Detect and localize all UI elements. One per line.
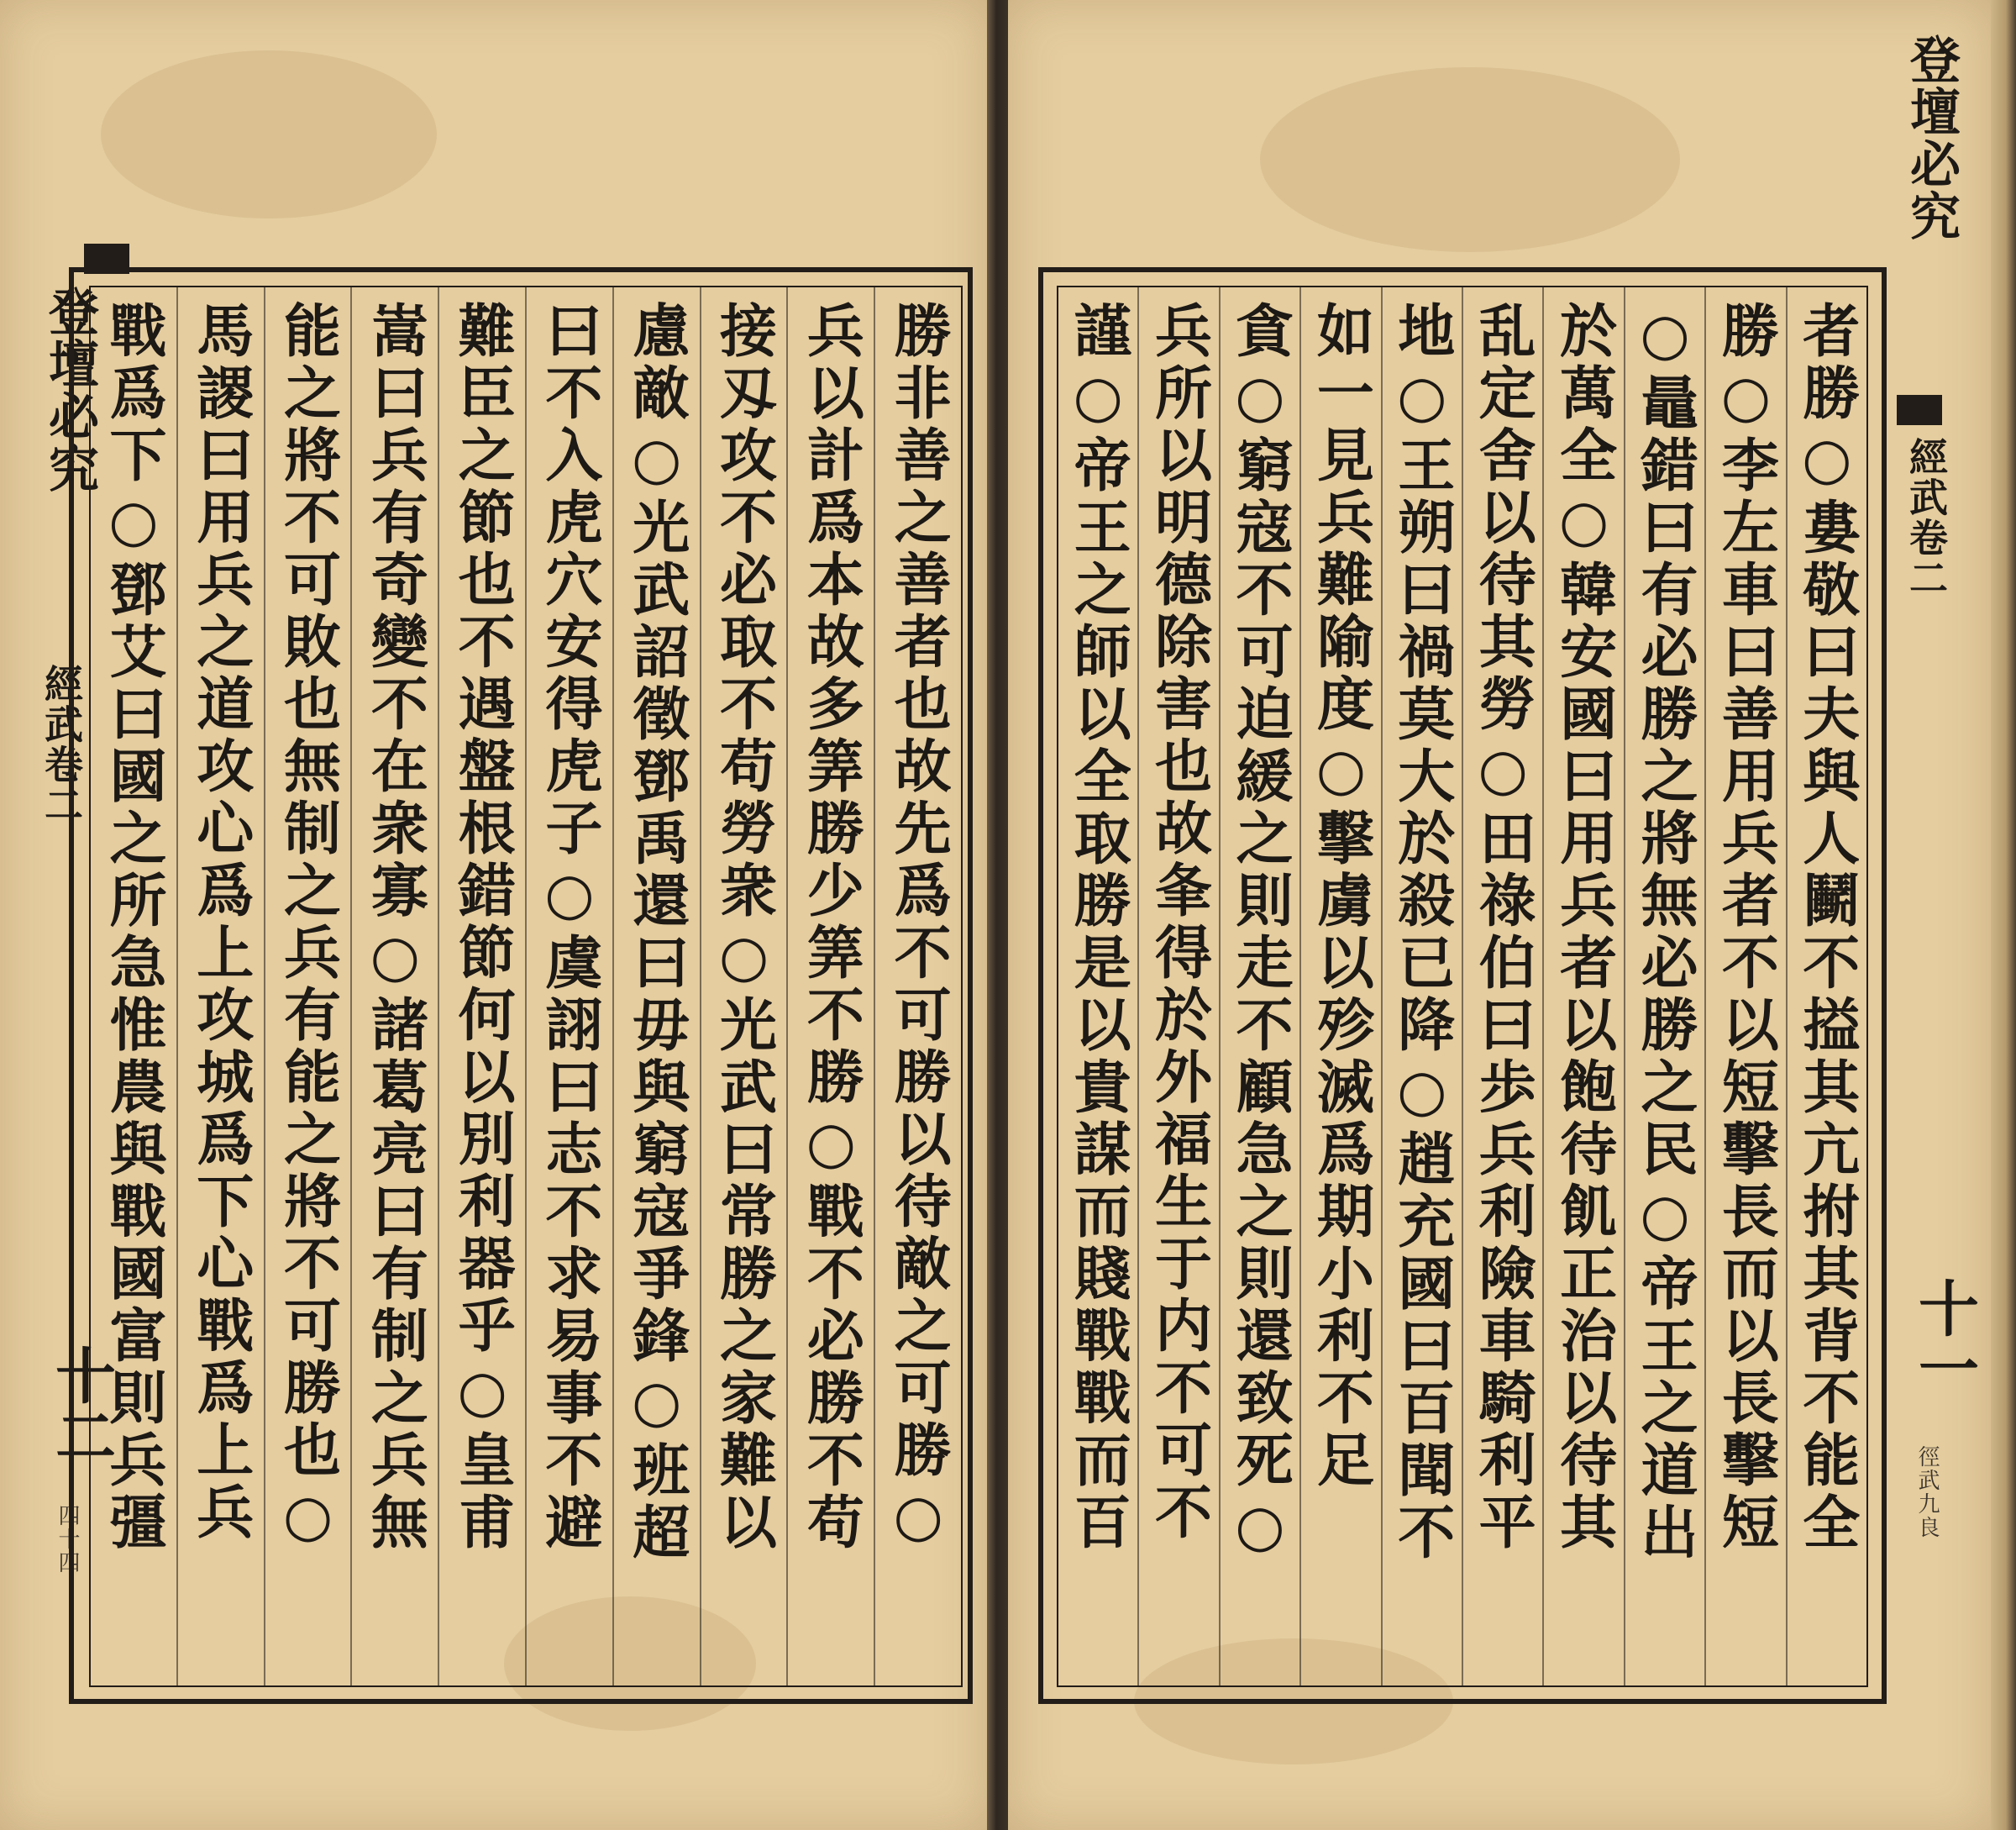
text-column: 地○王朔曰禍莫大於殺已降○趙充國曰百聞不 <box>1381 287 1462 1685</box>
right-page-number: 十一 <box>1908 1277 1980 1398</box>
left-page-number: 十二 <box>45 1344 117 1465</box>
right-margin-note: 徑武九良 <box>1914 1445 1940 1539</box>
text-column: 如一見兵難隃度○擊虜以殄滅爲期小利不足 <box>1299 287 1380 1685</box>
text-column: 勝非善之善者也故先爲不可勝以待敵之可勝○ <box>874 287 961 1685</box>
right-margin-section: 經武卷二 <box>1903 437 1949 598</box>
right-page <box>1008 0 1991 1830</box>
page-edge <box>1991 0 2016 1830</box>
text-column: 戰爲下○鄧艾曰國之所急惟農與戰國富則兵彊 <box>99 301 167 1554</box>
left-margin-section: 經武卷二 <box>39 664 84 825</box>
text-column: 乱定舍以待其勞○田祿伯曰歩兵利險車騎利平 <box>1462 287 1542 1685</box>
text-column: 接刄攻不必取不苟勞衆○光武曰常勝之家難以 <box>700 287 787 1685</box>
text-column: 慮敵○光武詔徵鄧禹還曰毋與窮寇爭鋒○班超 <box>612 287 700 1685</box>
left-page <box>0 0 987 1830</box>
left-text-columns <box>91 287 961 1685</box>
text-column: 於萬全○韓安國曰用兵者以飽待飢正治以待其 <box>1542 287 1623 1685</box>
text-column: 者勝○婁敬曰夫與人鬭不搤其亢拊其背不能全 <box>1786 287 1866 1685</box>
book-gutter <box>987 0 1008 1830</box>
right-margin-title: 登壇必究 <box>1902 34 1961 242</box>
text-column: 馬謖曰用兵之道攻心爲上攻城爲下心戰爲上兵 <box>176 287 264 1685</box>
text-column: 曰不入虎穴安得虎子○虞詡曰志不求易事不避 <box>525 287 612 1685</box>
text-column: 兵以計爲本故多筭勝少筭不勝○戰不必勝不苟 <box>786 287 874 1685</box>
text-column: 貪○窮寇不可迫緩之則走不顧急之則還致死○ <box>1219 287 1299 1685</box>
right-text-columns <box>1058 287 1866 1685</box>
text-column: 兵所以明德除害也故夆得於外福生于内不可不 <box>1137 287 1218 1685</box>
fishtail-ornament <box>1897 395 1942 425</box>
text-column: 謹○帝王之師以全取勝是以貴謀而賤戰戰而百 <box>1064 301 1132 1554</box>
text-column: 勝○李左車曰善用兵者不以短擊長而以長擊短 <box>1704 287 1785 1685</box>
text-column: 嵩曰兵有奇變不在衆寡○諸葛亮曰有制之兵無 <box>350 287 438 1685</box>
text-column: 能之將不可敗也無制之兵有能之將不可勝也○ <box>264 287 351 1685</box>
paper-stain <box>101 50 437 218</box>
text-column: ○鼂錯曰有必勝之將無必勝之民○帝王之道出 <box>1624 287 1704 1685</box>
left-margin-title: 登壇必究 <box>40 286 99 494</box>
text-column: 難臣之節也不遇盤根錯節何以別利器乎○皇甫 <box>438 287 525 1685</box>
paper-stain <box>1260 67 1680 252</box>
left-margin-note: 四十四 <box>55 1504 80 1575</box>
